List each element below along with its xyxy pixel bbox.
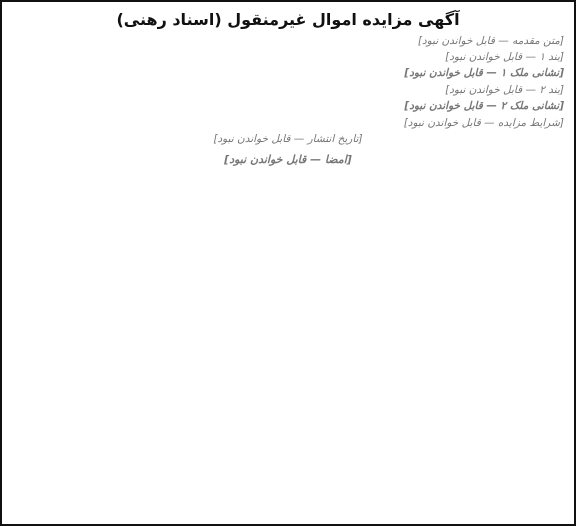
auction-terms: [شرایط مزایده — قابل خواندن نبود] xyxy=(403,117,564,129)
notice-title: آگهی مزایده اموال غیرمنقول (اسناد رهنی) xyxy=(116,10,460,29)
property-1-address: [نشانی ملک ۱ — قابل خواندن نبود] xyxy=(404,67,564,79)
property-2-description: [بند ۲ — قابل خواندن نبود] xyxy=(445,84,564,96)
property-2-address: [نشانی ملک ۲ — قابل خواندن نبود] xyxy=(404,100,564,112)
notice-intro: [متن مقدمه — قابل خواندن نبود] xyxy=(417,35,564,47)
property-1-description: [بند ۱ — قابل خواندن نبود] xyxy=(445,51,564,63)
publication-date: [تاریخ انتشار — قابل خواندن نبود] xyxy=(213,133,363,145)
signature: [امضا — قابل خواندن نبود] xyxy=(224,153,352,166)
